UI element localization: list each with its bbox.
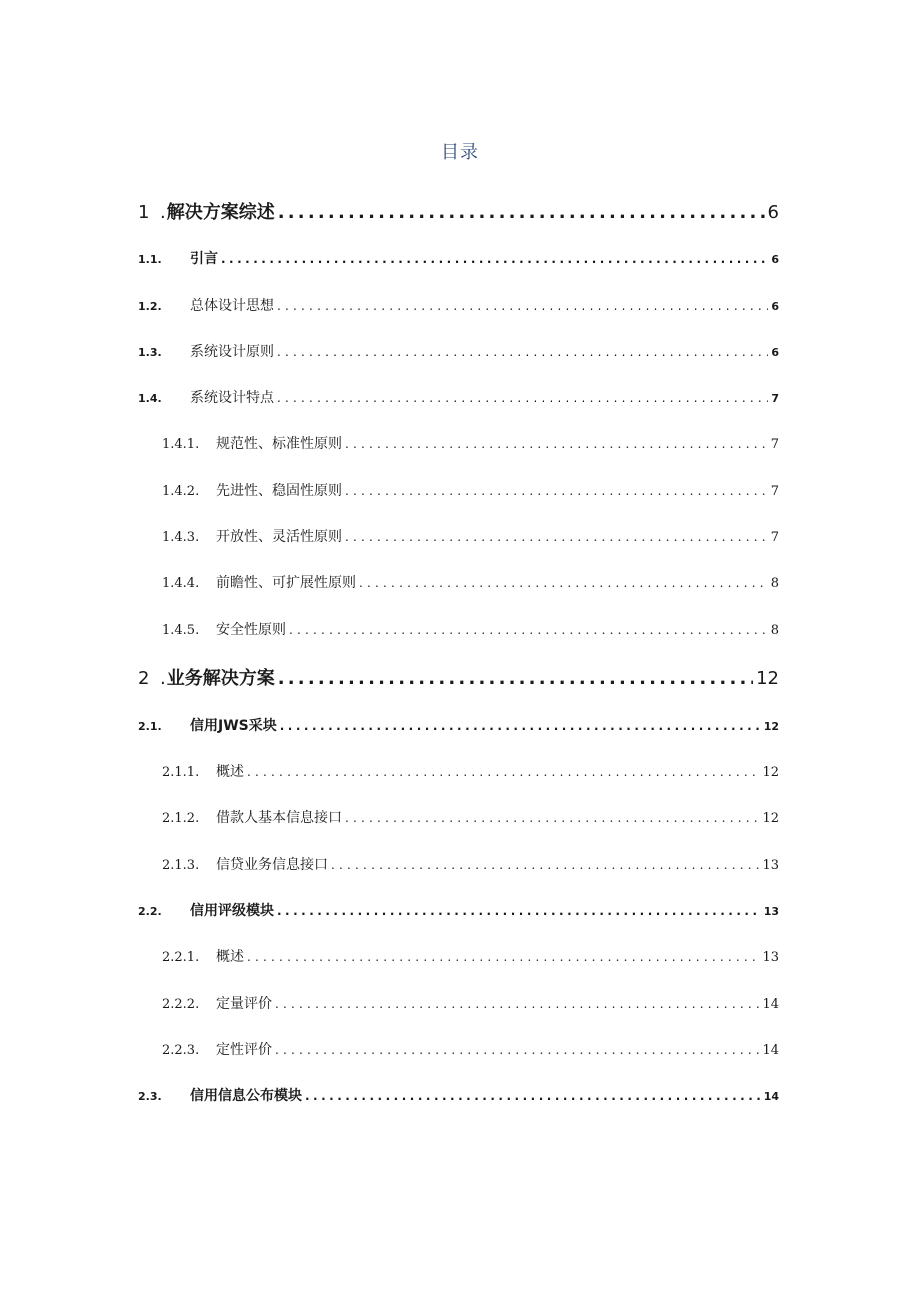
toc-entry-number: 2.2.3. [162,1043,200,1058]
toc-entry-2-1-3[interactable] [162,854,779,874]
toc-entry-number: 2.1.1. [162,765,200,780]
toc-entry-number: 1.4.1. [162,437,200,452]
toc-entry-1-2[interactable] [138,295,779,315]
toc-entry-number: 1.4.2. [162,484,200,499]
toc-entry-1-4-1[interactable] [162,433,779,453]
toc-entry-page: 12 [756,668,779,689]
toc-entry-page: 6 [771,346,779,359]
dot-leader [275,997,759,1011]
toc-entry-label: 信贷业务信息接口 [216,857,328,873]
toc-entry-2-2[interactable] [138,900,779,920]
toc-entry-label: . 解决方案综述 [160,198,275,224]
toc-entry-page: 14 [762,1043,779,1058]
toc-entry-label: 总体设计思想 [190,298,274,314]
toc-entry-2-3[interactable] [138,1085,779,1105]
toc-entry-page: 13 [762,858,779,873]
toc-entry-1-4-5[interactable] [162,619,779,639]
toc-entry-number: 1.4.5. [162,623,200,638]
dot-leader [345,811,759,825]
toc-title: 目录 [441,142,479,163]
toc-entry-label: 借款人基本信息接口 [216,810,342,826]
toc-entry-1-4-3[interactable] [162,526,779,546]
toc-entry-label: 安全性原则 [216,622,286,638]
toc-entry-1-3[interactable] [138,341,779,361]
toc-entry-label: 信用JWS采块 [190,718,277,734]
toc-entry-page: 6 [771,300,779,313]
toc-entry-page: 7 [770,484,779,499]
toc-entry-label: 规范性、标准性原则 [216,436,342,452]
toc-entry-label: 定量评价 [216,996,272,1012]
toc-entry-2-1-1[interactable] [162,761,779,781]
toc-entry-number: 1.1. [138,253,162,266]
dot-leader [345,530,768,544]
dot-leader [221,252,768,266]
dot-leader [278,668,753,689]
toc-entry-page: 12 [762,765,779,780]
toc-entry-number: 1.4.4. [162,576,200,591]
dot-leader [345,484,768,498]
toc-entry-page: 6 [771,253,779,266]
toc-entry-number: 1.2. [138,300,162,313]
dot-leader [278,202,765,223]
dot-leader [305,1089,761,1103]
toc-entry-label: 系统设计特点 [190,390,274,406]
toc-entry-number: 2.2.1. [162,950,200,965]
toc-entry-number: 2.2.2. [162,997,200,1012]
toc-entry-label: 概述 [216,764,244,780]
toc-entry-2-2-3[interactable] [162,1039,779,1059]
toc-entry-page: 8 [770,576,779,591]
toc-entry-label: . 业务解决方案 [160,664,275,690]
toc-entry-1-4-4[interactable] [162,572,779,592]
toc-entry-number: 1.3. [138,346,162,359]
toc-entry-number: 1.4.3. [162,530,200,545]
dot-leader [277,904,761,918]
dot-leader [289,623,768,637]
toc-entry-label: 系统设计原则 [190,344,274,360]
toc-entry-label: 先进性、稳固性原则 [216,483,342,499]
toc-entry-2-2-2[interactable] [162,993,779,1013]
dot-leader [359,576,768,590]
toc-entry-2-1-2[interactable] [162,807,779,827]
toc-entry-label: 开放性、灵活性原则 [216,529,342,545]
dot-leader [247,950,759,964]
toc-entry-page: 12 [762,811,779,826]
toc-entry-number: 2.1.3. [162,858,200,873]
toc-entry-number: 2.1.2. [162,811,200,826]
toc-entry-number: 2.2. [138,905,162,918]
dot-leader [280,719,761,733]
toc-entry-label: 信用评级模块 [190,903,274,919]
dot-leader [345,437,768,451]
toc-entry-page: 6 [767,202,779,223]
dot-leader [331,858,759,872]
toc-entry-2[interactable] [138,664,779,690]
toc-entry-label: 信用信息公布模块 [190,1088,302,1104]
toc-entry-1-4[interactable] [138,387,779,407]
toc-entry-1[interactable] [138,198,779,224]
toc-entry-page: 12 [763,720,779,733]
toc-entry-page: 7 [770,530,779,545]
toc-entry-2-2-1[interactable] [162,946,779,966]
toc-entry-label: 引言 [190,251,218,267]
toc-entry-number: 2.3. [138,1090,162,1103]
dot-leader [277,345,768,359]
toc-entry-1-4-2[interactable] [162,480,779,500]
dot-leader [247,765,759,779]
toc-entry-page: 8 [770,623,779,638]
toc-entry-1-1[interactable] [138,248,779,268]
toc-entry-2-1[interactable] [138,715,779,735]
toc-entry-page: 14 [763,1090,779,1103]
toc-entry-page: 7 [771,392,779,405]
toc-entry-page: 7 [770,437,779,452]
dot-leader [275,1043,759,1057]
toc-entry-page: 14 [762,997,779,1012]
toc-entry-page: 13 [762,950,779,965]
toc-entry-number: 1 [138,202,150,223]
toc-entry-number: 2.1. [138,720,162,733]
dot-leader [277,299,768,313]
dot-leader [277,391,768,405]
toc-entry-number: 1.4. [138,392,162,405]
toc-entry-number: 2 [138,668,150,689]
toc-entry-label: 定性评价 [216,1042,272,1058]
toc-entry-page: 13 [763,905,779,918]
toc-entry-label: 概述 [216,949,244,965]
toc-entry-label: 前瞻性、可扩展性原则 [216,575,356,591]
